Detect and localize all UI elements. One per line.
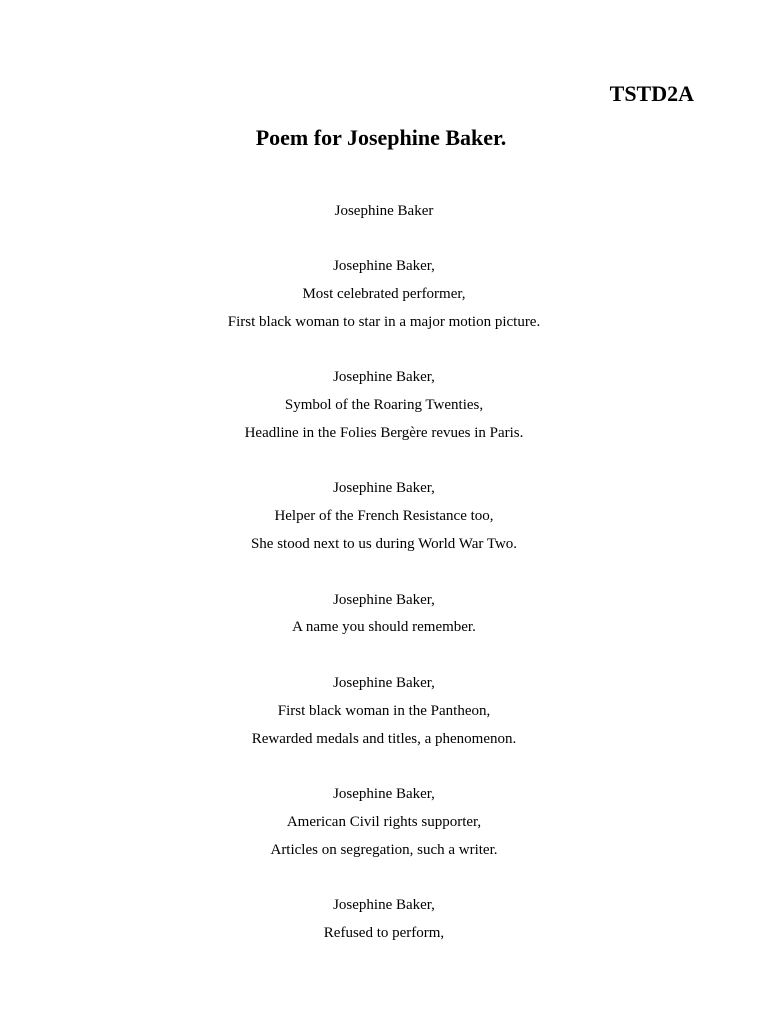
poem-line: Josephine Baker,	[333, 674, 435, 691]
poem-line: Josephine Baker,	[333, 480, 435, 497]
document-code: TSTD2A	[609, 81, 694, 106]
poem-line: Josephine Baker,	[333, 258, 435, 274]
poem-line: Articles on segregation, such a writer.	[270, 841, 498, 858]
poem-line: First black woman to star in a major motion picture.	[227, 313, 541, 330]
poem-line: American Civil rights supporter,	[286, 813, 482, 830]
poem-stanza	[0, 367, 768, 451]
poem-stanza	[0, 673, 768, 757]
poem-line: Symbol of the Roaring Twenties,	[284, 397, 484, 414]
poem-stanza	[0, 784, 768, 868]
poem-stanza	[0, 590, 768, 646]
poem-line: Headline in the Folies Bergère revues in Paris.	[244, 424, 524, 441]
poem-line: Josephine Baker,	[333, 591, 435, 608]
poem-stanza	[0, 478, 768, 562]
poem-line: Refused to perform,	[323, 925, 445, 942]
poem-body	[0, 256, 768, 978]
poem-line: Josephine Baker,	[333, 785, 435, 802]
page-title: Poem for Josephine Baker.	[255, 125, 507, 150]
poem-line: Helper of the French Resistance too,	[274, 508, 494, 525]
poem-stanza	[0, 895, 768, 951]
poem-line: She stood next to us during World War Two.	[250, 536, 518, 553]
poem-line: First black woman in the Pantheon,	[277, 702, 491, 719]
poem-subtitle: Josephine Baker	[334, 203, 434, 219]
poem-line: Most celebrated performer,	[302, 285, 466, 302]
poem-stanza	[0, 256, 768, 340]
poem-line: Josephine Baker,	[333, 369, 435, 386]
poem-line: Rewarded medals and titles, a phenomenon.	[251, 730, 517, 747]
poem-line: Josephine Baker,	[333, 897, 435, 914]
poem-line: A name you should remember.	[292, 619, 476, 636]
